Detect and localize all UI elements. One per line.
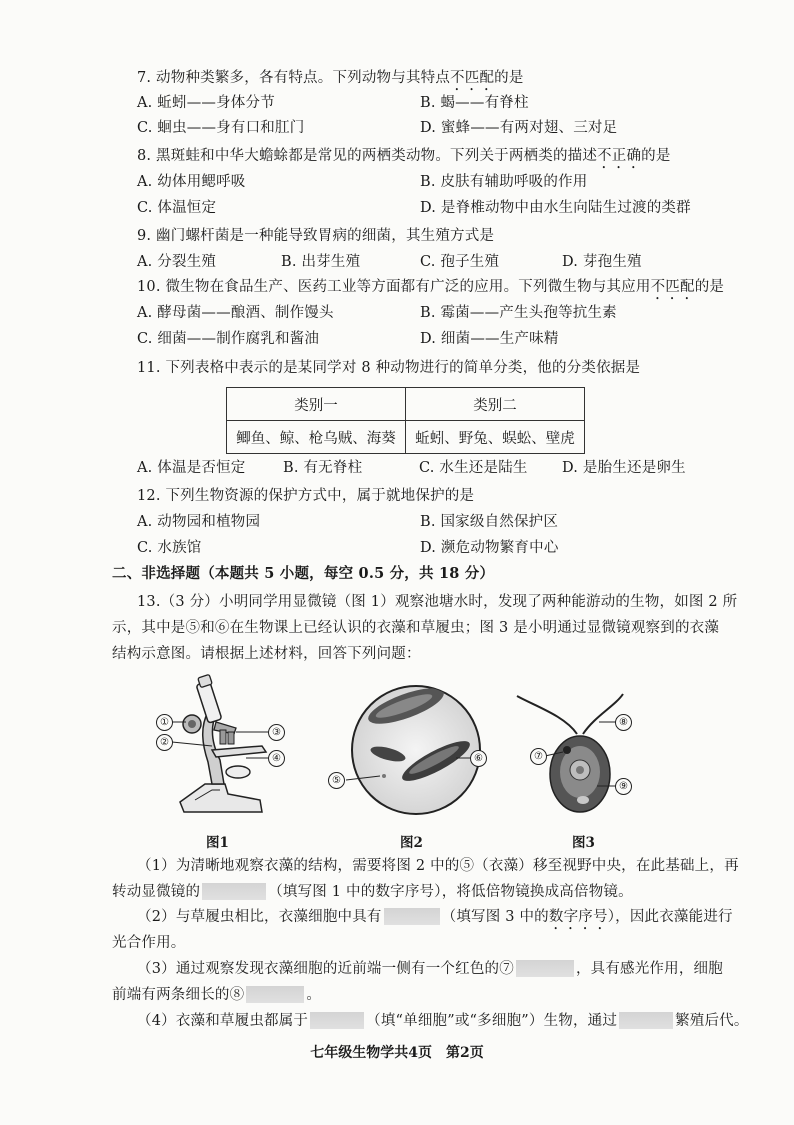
q11-option-b: B. 有无脊柱	[283, 460, 363, 476]
answer-blank-1[interactable]	[202, 883, 266, 900]
q9-option-b: B. 出芽生殖	[281, 254, 361, 270]
q13-part4: （4）衣藻和草履虫都属于 （填“单细胞”或“多细胞”）生物，通过 繁殖后代。	[137, 1013, 749, 1029]
table-cell-category-2: 蚯蚓、野兔、蜈蚣、壁虎	[406, 421, 585, 454]
marker-9: ⑨	[615, 778, 632, 795]
q11-classification-table	[226, 387, 585, 454]
q8-option-a: A. 幼体用鳃呼吸	[137, 174, 246, 190]
q9-option-c: C. 孢子生殖	[420, 254, 500, 270]
q11-option-d: D. 是胎生还是卵生	[562, 460, 686, 476]
section-heading: 二、非选择题（本题共 5 小题，每空 0.5 分，共 18 分）	[112, 565, 495, 582]
marker-2: ②	[156, 734, 173, 751]
q10-stem: 10. 微生物在食品生产、医药工业等方面都有广泛的应用。下列微生物与其应用不匹配的是	[137, 279, 725, 295]
q9-stem: 9. 幽门螺杆菌是一种能导致胃病的细菌，其生殖方式是	[137, 228, 495, 244]
q12-option-d: D. 濒危动物繁育中心	[420, 540, 559, 556]
q12-option-b: B. 国家级自然保护区	[420, 514, 559, 530]
marker-7: ⑦	[530, 748, 547, 765]
answer-blank-5[interactable]	[310, 1012, 364, 1029]
marker-3: ③	[268, 724, 285, 741]
figure2-label: 图2	[400, 835, 423, 851]
q9-option-d: D. 芽孢生殖	[562, 254, 642, 270]
q8-option-d: D. 是脊椎动物中由水生向陆生过渡的类群	[420, 200, 691, 216]
q13-intro-line3: 结构示意图。请根据上述材料，回答下列问题：	[112, 646, 421, 662]
q8-option-c: C. 体温恒定	[137, 200, 217, 216]
marker-1: ①	[156, 714, 173, 731]
q10-option-d: D. 细菌——生产味精	[420, 331, 559, 347]
q13-part2-line2: 光合作用。	[112, 935, 186, 951]
page-footer: 七年级生物学共4页 第2页	[310, 1045, 484, 1061]
q12-option-c: C. 水族馆	[137, 540, 202, 556]
q11-option-c: C. 水生还是陆生	[419, 460, 528, 476]
q13-intro-line2: 示，其中是⑤和⑥在生物课上已经认识的衣藻和草履虫；图 3 是小明通过显微镜观察到的衣藻	[112, 620, 720, 636]
answer-blank-4[interactable]	[246, 986, 304, 1003]
marker-6: ⑥	[470, 750, 487, 767]
q7-option-c: C. 蛔虫——身有口和肛门	[137, 120, 305, 136]
q9-option-a: A. 分裂生殖	[137, 254, 217, 270]
q7-stem: 7. 动物种类繁多，各有特点。下列动物与其特点不匹配的是	[137, 70, 524, 86]
figure3-label: 图3	[572, 835, 595, 851]
figure1-label: 图1	[206, 835, 229, 851]
answer-blank-3[interactable]	[516, 960, 574, 977]
figure1-microscope-illustration	[150, 672, 300, 822]
q13-part3-line1: （3）通过观察发现衣藻细胞的近前端一侧有一个红色的⑦ ，具有感光作用，细胞	[137, 961, 723, 977]
table-header-category-2: 类别二	[406, 388, 585, 421]
marker-4: ④	[268, 750, 285, 767]
q7-option-d: D. 蜜蜂——有两对翅、三对足	[420, 120, 618, 136]
marker-5: ⑤	[328, 772, 345, 789]
q11-option-a: A. 体温是否恒定	[137, 460, 246, 476]
q13-part1-line1: （1）为清晰地观察衣藻的结构，需要将图 2 中的⑤（衣藻）移至视野中央，在此基础上，再	[137, 858, 739, 874]
q13-part3-line2: 前端有两条细长的⑧ 。	[112, 987, 322, 1003]
q13-part1-line2: 转动显微镜的 （填写图 1 中的数字序号），将低倍物镜换成高倍物镜。	[112, 884, 633, 900]
q10-option-c: C. 细菌——制作腐乳和酱油	[137, 331, 320, 347]
q11-stem: 11. 下列表格中表示的是某同学对 8 种动物进行的简单分类，他的分类依据是	[137, 360, 641, 376]
table-cell-category-1: 鲫鱼、鲸、枪乌贼、海葵	[227, 421, 406, 454]
q13-intro-line1: 13.（3 分）小明同学用显微镜（图 1）观察池塘水时，发现了两种能游动的生物，如图 2 所	[137, 594, 738, 610]
q7-option-b: B. 蝎——有脊柱	[420, 95, 529, 111]
q12-option-a: A. 动物园和植物园	[137, 514, 261, 530]
q10-option-b: B. 霉菌——产生头孢等抗生素	[420, 305, 617, 321]
q10-option-a: A. 酵母菌——酿酒、制作馒头	[137, 305, 334, 321]
figure2-field-of-view-illustration	[346, 676, 486, 826]
q13-part2-line1: （2）与草履虫相比，衣藻细胞中具有 （填写图 3 中的数字序号），因此衣藻能进行	[137, 909, 733, 925]
answer-blank-2[interactable]	[384, 908, 440, 925]
q7-option-a: A. 蚯蚓——身体分节	[137, 95, 275, 111]
q8-option-b: B. 皮肤有辅助呼吸的作用	[420, 174, 588, 190]
answer-blank-6[interactable]	[619, 1012, 673, 1029]
q8-stem: 8. 黑斑蛙和中华大蟾蜍都是常见的两栖类动物。下列关于两栖类的描述不正确的是	[137, 148, 671, 164]
table-header-category-1: 类别一	[227, 388, 406, 421]
figure3-chlamydomonas-illustration	[505, 676, 655, 826]
marker-8: ⑧	[615, 714, 632, 731]
q12-stem: 12. 下列生物资源的保护方式中，属于就地保护的是	[137, 488, 475, 504]
